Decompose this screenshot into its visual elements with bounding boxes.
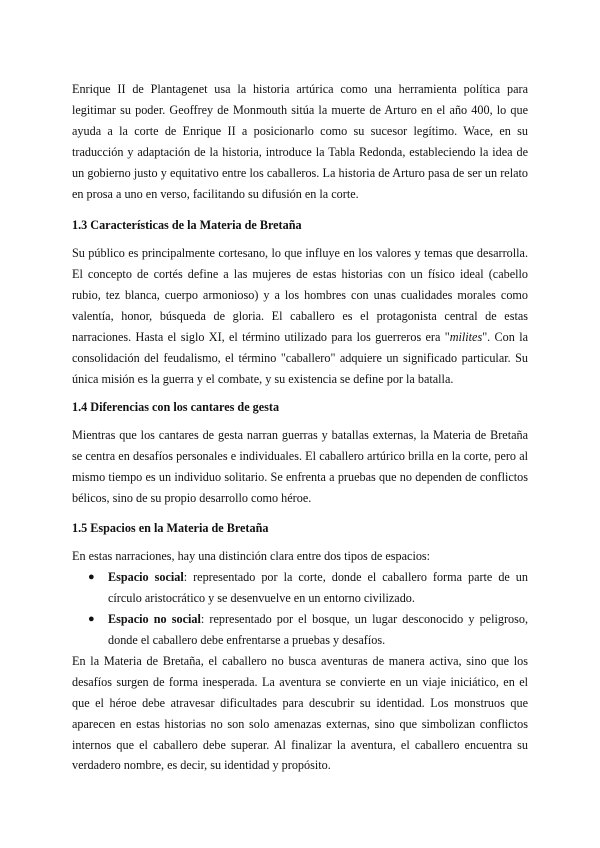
bullet-icon: ●	[88, 613, 95, 626]
section-heading-1-3: 1.3 Características de la Materia de Bretaña	[72, 218, 302, 233]
list-item-text: : representado por la corte, donde el caballero forma parte de un círculo aristocrático y se desenvuelve en un entorno civilizado.	[108, 570, 528, 606]
list-item-term: Espacio social	[108, 570, 184, 585]
milites-term: milites	[449, 330, 483, 345]
list-item-term: Espacio no social	[108, 612, 201, 627]
list-item	[72, 567, 528, 609]
section-1-5-intro: En estas narraciones, hay una distinción clara entre dos tipos de espacios:	[72, 549, 431, 564]
document-body	[72, 79, 528, 776]
section-1-5-closing: En la Materia de Bretaña, el caballero no busca aventuras de manera activa, sino que los desafíos surgen de forma inesperada. La aventura se convierte en un viaje iniciático, en el que el héroe debe atravesar dificultades para descubrir su identidad. Los monstruos que aparecen en estas historias no son solo amenazas externas, sino que simbolizan conflictos internos que el caballero debe superar. Al finalizar la aventura, el caballero encuentra su verdadero nombre, es decir, su identidad y propósito.	[72, 653, 528, 773]
section-1-3-text-b: ". Con la consolidación del feudalismo, el término "caballero" adquiere un significado particular. Su única misión es la guerra y el combate, y su existencia se define por la batalla.	[72, 330, 528, 386]
section-heading-1-5: 1.5 Espacios en la Materia de Bretaña	[72, 521, 269, 536]
list-item-text: : representado por el bosque, un lugar desconocido y peligroso, donde el caballero debe enfrentarse a pruebas y desafíos.	[108, 612, 528, 648]
section-1-4-paragraph: Mientras que los cantares de gesta narran guerras y batallas externas, la Materia de Bretaña se centra en desafíos personales e individuales. El caballero artúrico brilla en la corte, pero al mismo tiempo es un individuo solitario. Se enfrenta a pruebas que no dependen de conflictos bélicos, sino de su propio desarrollo como héroe.	[72, 427, 528, 505]
spaces-list	[72, 567, 528, 651]
bullet-icon: ●	[88, 571, 95, 584]
section-heading-1-4: 1.4 Diferencias con los cantares de gesta	[72, 399, 280, 414]
list-item	[72, 609, 528, 651]
section-1-3-paragraph	[72, 243, 528, 389]
section-1-3-text-a: Su público es principalmente cortesano, lo que influye en los valores y temas que desarrolla. El concepto de cortés define a las mujeres de estas historias con un físico ideal (cabello rubio, tez blanca, cuerpo armonioso) y a los hombres con unas cualidades morales como valentía, honor, búsqueda de gloria. El caballero es el protagonista central de estas narraciones. Hasta el siglo XI, el término utilizado para los guerreros era "	[72, 246, 528, 345]
intro-paragraph: Enrique II de Plantagenet usa la historia artúrica como una herramienta política para legitimar su poder. Geoffrey de Monmouth sitúa la muerte de Arturo en el año 400, lo que ayuda a la corte de Enrique II a posicionarlo como su sucesor legítimo. Wace, en su traducción y adaptación de la historia, introduce la Tabla Redonda, estableciendo la idea de un gobierno justo y equitativo entre los caballeros. La historia de Arturo pasa de ser un relato en prosa a uno en verso, facilitando su difusión en la corte.	[72, 82, 528, 201]
